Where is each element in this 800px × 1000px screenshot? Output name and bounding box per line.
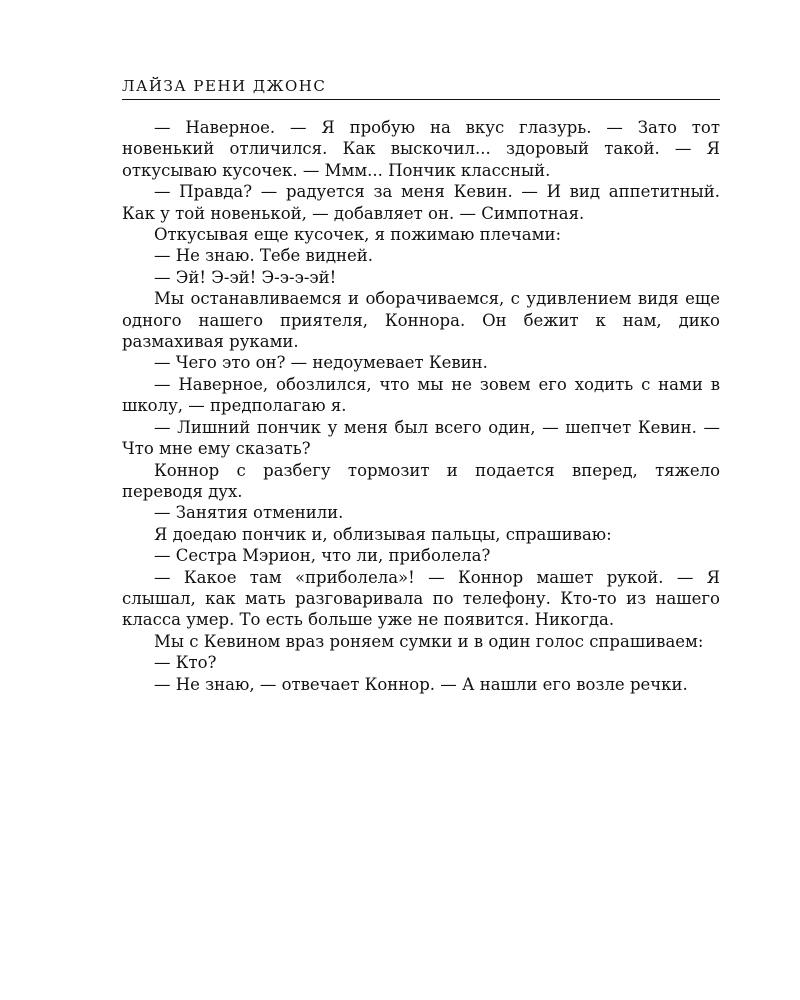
paragraph: Откусывая еще кусочек, я пожимаю плечами: xyxy=(154,225,562,245)
paragraph: Мы останавливаемся и оборачиваемся, с удивлением видя еще одного нашего приятеля, Коннора. Он бежит к нам, дико размахивая руками. xyxy=(122,289,720,352)
paragraph: Коннор с разбегу тормозит и подается вперед, тяжело переводя дух. xyxy=(122,460,720,501)
body-text xyxy=(122,117,720,695)
paragraph: — Кто? xyxy=(154,653,217,673)
paragraph: Мы с Кевином враз роняем сумки и в один голос спрашиваем: xyxy=(154,631,704,651)
paragraph: — Сестра Мэрион, что ли, приболела? xyxy=(154,546,491,566)
paragraph: — Эй! Э-эй! Э-э-э-эй! xyxy=(154,267,337,287)
paragraph: — Наверное. — Я пробую на вкус глазурь. — Зато тот новенький отличился. Как выскочил... здоровый такой. — Я откусываю кусочек. — Ммм... Пончик классный. xyxy=(122,118,720,180)
paragraph: — Не знаю, — отвечает Коннор. — А нашли его возле речки. xyxy=(154,674,688,694)
paragraph: — Занятия отменили. xyxy=(154,503,344,523)
paragraph: — Лишний пончик у меня был всего один, — шепчет Кевин. — Что мне ему сказать? xyxy=(122,417,720,459)
paragraph: — Не знаю. Тебе видней. xyxy=(154,246,373,266)
paragraph: Я доедаю пончик и, облизывая пальцы, спрашиваю: xyxy=(154,524,612,544)
header-rule xyxy=(122,99,720,100)
paragraph: — Чего это он? — недоумевает Кевин. xyxy=(154,353,488,373)
running-head: ЛАЙЗА РЕНИ ДЖОНС xyxy=(122,77,327,95)
paragraph: — Правда? — радуется за меня Кевин. — И вид аппетитный. Как у той новенькой, — добавляет он. — Симпотная. xyxy=(122,182,720,223)
paragraph: — Наверное, обозлился, что мы не зовем его ходить с нами в школу, — предполагаю я. xyxy=(122,374,720,416)
paragraph: — Какое там «приболела»! — Коннор машет рукой. — Я слышал, как мать разговаривала по телефону. Кто-то из нашего класса умер. То есть больше уже не появится. Никогда. xyxy=(122,567,720,630)
